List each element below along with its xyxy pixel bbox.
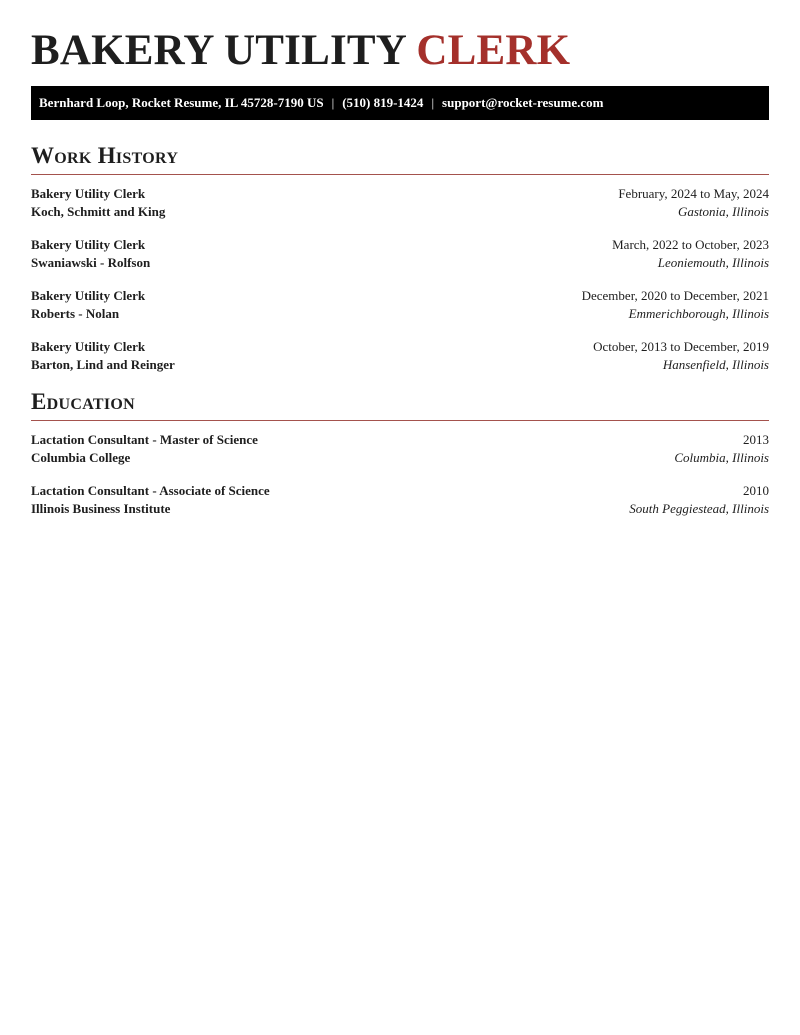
- education-location: Columbia, Illinois: [674, 449, 769, 465]
- education-location: South Peggiestead, Illinois: [629, 500, 769, 516]
- education-entry: [31, 431, 769, 466]
- job-dates: December, 2020 to December, 2021: [581, 288, 769, 303]
- job-location: Hansenfield, Illinois: [662, 356, 769, 372]
- name-first: BAKERY UTILITY: [31, 27, 406, 74]
- job-employer: Roberts - Nolan: [31, 305, 120, 321]
- name-last: CLERK: [416, 27, 571, 74]
- contact-email[interactable]: support@rocket-resume.com: [442, 95, 604, 110]
- contact-separator: |: [331, 95, 335, 110]
- work-history-heading: Work History: [31, 143, 769, 175]
- job-position: Bakery Utility Clerk: [31, 237, 146, 252]
- education-degree: Lactation Consultant - Associate of Science: [31, 483, 270, 498]
- education-year: 2013: [743, 432, 769, 447]
- education-school: Columbia College: [31, 449, 131, 465]
- page-title: [31, 0, 769, 74]
- job-dates: February, 2024 to May, 2024: [618, 186, 769, 201]
- job-dates: March, 2022 to October, 2023: [612, 237, 769, 252]
- education-entry: [31, 482, 769, 517]
- job-dates: October, 2013 to December, 2019: [593, 339, 769, 354]
- job-entry: [31, 185, 769, 220]
- education-school: Illinois Business Institute: [31, 500, 171, 516]
- contact-address: Bernhard Loop, Rocket Resume, IL 45728-7190 US: [39, 95, 324, 110]
- job-location: Emmerichborough, Illinois: [628, 305, 769, 321]
- work-history-list: [31, 175, 769, 373]
- job-entry: [31, 287, 769, 322]
- job-employer: Barton, Lind and Reinger: [31, 356, 175, 372]
- job-employer: Swaniawski - Rolfson: [31, 254, 151, 270]
- education-list: [31, 421, 769, 517]
- education-year: 2010: [743, 483, 769, 498]
- job-employer: Koch, Schmitt and King: [31, 203, 166, 219]
- education-degree: Lactation Consultant - Master of Science: [31, 432, 258, 447]
- contact-phone[interactable]: (510) 819-1424: [342, 95, 424, 110]
- job-position: Bakery Utility Clerk: [31, 186, 146, 201]
- job-position: Bakery Utility Clerk: [31, 288, 146, 303]
- contact-separator: |: [431, 95, 435, 110]
- job-entry: [31, 236, 769, 271]
- education-heading: Education: [31, 389, 769, 421]
- job-location: Gastonia, Illinois: [677, 203, 769, 219]
- job-location: Leoniemouth, Illinois: [657, 254, 769, 270]
- contact-bar: [31, 86, 769, 120]
- job-position: Bakery Utility Clerk: [31, 339, 146, 354]
- job-entry: [31, 338, 769, 373]
